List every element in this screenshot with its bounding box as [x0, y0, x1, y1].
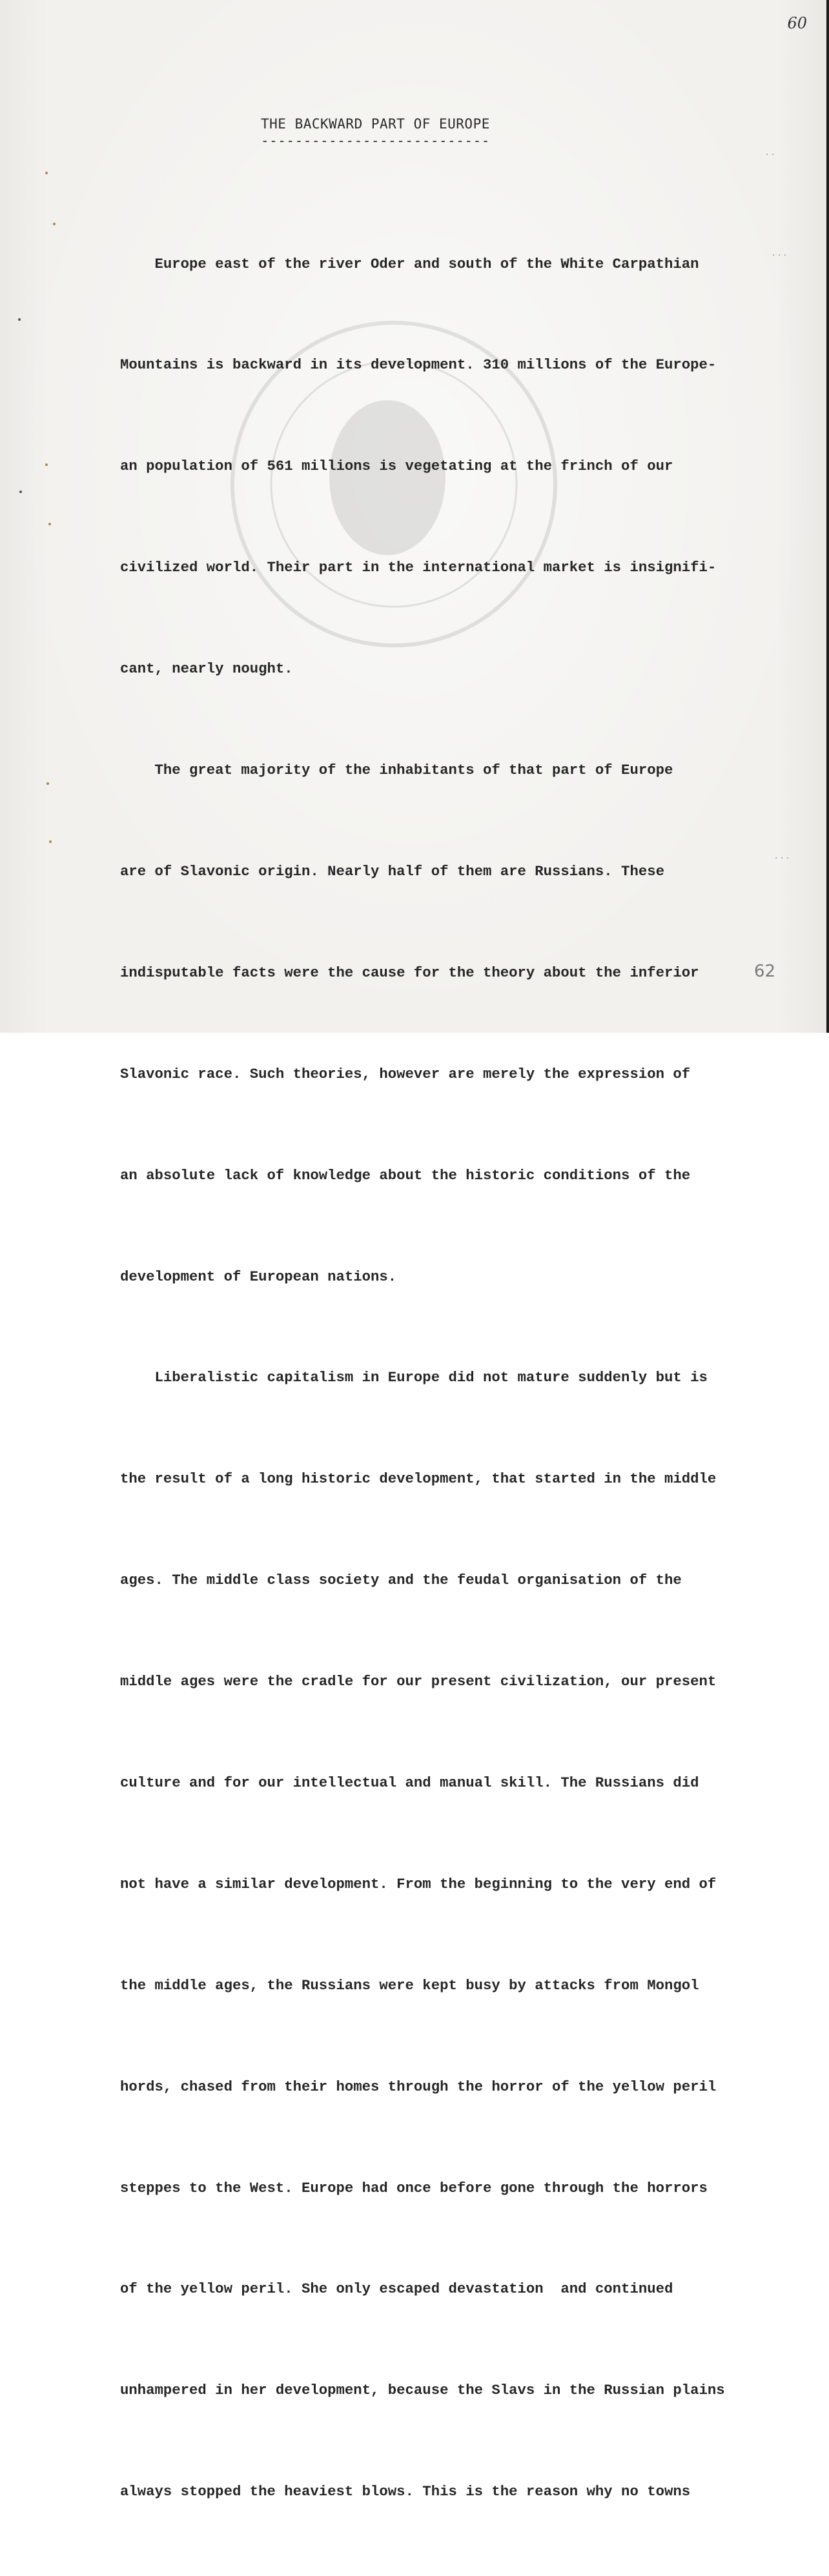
text-line: middle ages were the cradle for our present civilization, our present [120, 1673, 717, 1690]
margin-speck [18, 318, 21, 321]
edge-mark: · · [766, 150, 775, 160]
folio-number: 62 [754, 962, 776, 981]
text-line: an population of 561 millions is vegetating at the frinch of our [120, 458, 673, 475]
edge-mark: · · · [775, 853, 790, 864]
text-line: are of Slavonic origin. Nearly half of them are Russians. These [120, 862, 664, 880]
margin-speck [46, 782, 49, 785]
margin-speck [45, 463, 48, 466]
text-line: Mountains is backward in its development. 310 millions of the Europe- [120, 356, 717, 374]
text-line: cant, nearly nought. [120, 660, 293, 678]
text-line: Slavonic race. Such theories, however are merely the expression of [120, 1065, 691, 1082]
text-line: unhampered in her development, because the Slavs in the Russian plains [120, 2382, 725, 2399]
margin-speck [48, 523, 51, 525]
document-title: THE BACKWARD PART OF EUROPE [261, 116, 490, 132]
text-line: the result of a long historic development, that started in the middle [120, 1470, 717, 1488]
text-line: The great majority of the inhabitants of that part of Europe [120, 762, 673, 779]
text-line: always stopped the heaviest blows. This is the reason why no towns [120, 2483, 691, 2500]
text-line: hords, chased from their homes through the horror of the yellow peril [120, 2078, 717, 2095]
text-line: development of European nations. [120, 1268, 397, 1285]
text-line: indisputable facts were the cause for the theory about the inferior [120, 964, 699, 981]
text-line: culture and for our intellectual and manual skill. The Russians did [120, 1774, 699, 1791]
edge-mark: · · · [772, 250, 787, 261]
text-line: not have a similar development. From the beginning to the very end of [120, 1875, 717, 1892]
text-line: civilized world. Their part in the international market is insignifi- [120, 559, 717, 576]
text-line: of the yellow peril. She only escaped devastation and continued [120, 2280, 673, 2298]
text-line: Liberalistic capitalism in Europe did not mature suddenly but is [120, 1369, 708, 1386]
text-line: Europe east of the river Oder and south of the White Carpathian [120, 255, 699, 272]
margin-speck [19, 491, 22, 493]
text-line: the middle ages, the Russians were kept busy by attacks from Mongol [120, 1976, 699, 1994]
document-body [120, 179, 817, 2576]
margin-speck [53, 223, 56, 225]
text-line: ages. The middle class society and the feudal organisation of the [120, 1572, 682, 1589]
margin-speck [49, 840, 52, 843]
text-line: steppes to the West. Europe had once before gone through the horrors [120, 2179, 708, 2196]
title-underline: --------------------------- [261, 133, 490, 148]
page-number: 60 [787, 14, 807, 32]
text-line: an absolute lack of knowledge about the historic conditions of the [120, 1166, 691, 1184]
margin-speck [45, 172, 48, 174]
